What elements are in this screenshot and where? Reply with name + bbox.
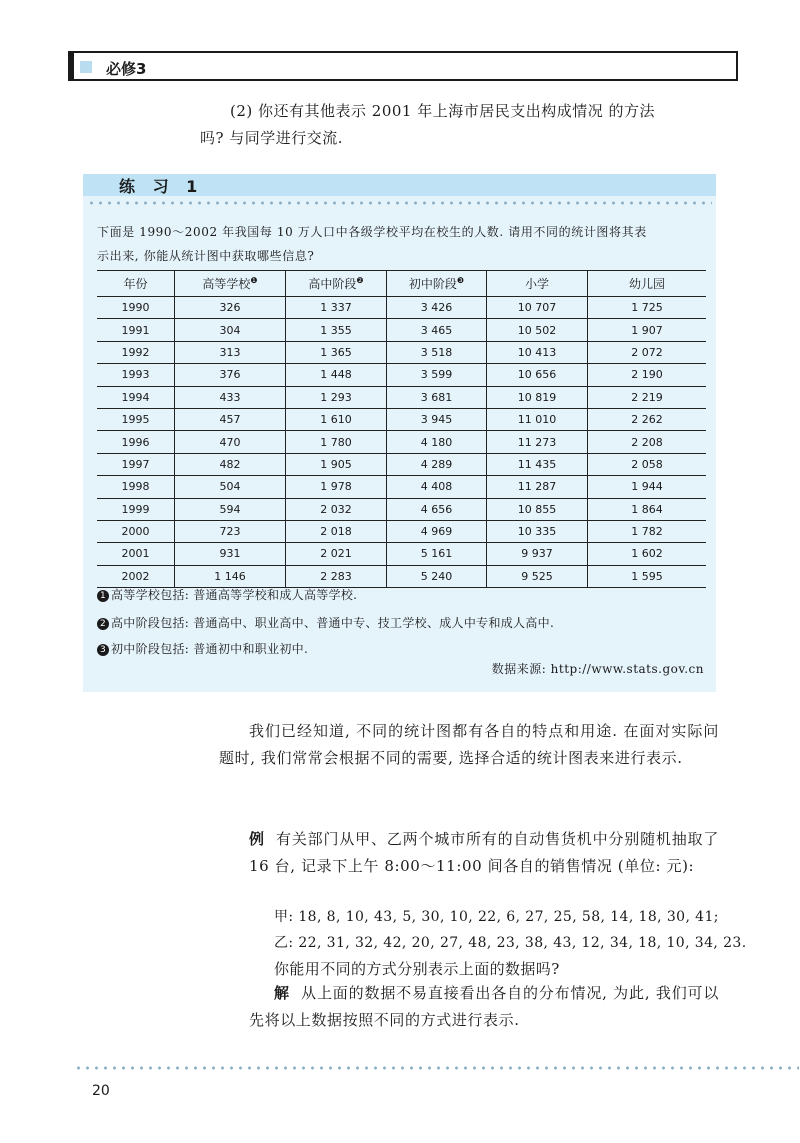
cell-higher-ed: 1 146 <box>175 565 286 587</box>
practice-intro <box>97 220 707 268</box>
cell-primary: 10 707 <box>487 297 588 319</box>
data-source: 数据来源: http://www.stats.gov.cn <box>491 662 704 676</box>
cell-primary: 10 855 <box>487 498 588 520</box>
cell-junior-high: 5 240 <box>387 565 487 587</box>
cell-kindergarten: 2 072 <box>588 341 707 363</box>
cell-junior-high: 4 289 <box>387 453 487 475</box>
cell-junior-high: 4 408 <box>387 476 487 498</box>
cell-year: 1991 <box>97 319 175 341</box>
cell-senior-high: 2 032 <box>286 498 387 520</box>
page-number: 20 <box>92 1083 110 1099</box>
cell-primary: 11 010 <box>487 408 588 430</box>
cell-primary: 11 273 <box>487 431 588 453</box>
footnote-3: 3 初中阶段包括: 普通初中和职业初中. <box>97 640 308 657</box>
cell-senior-high: 1 978 <box>286 476 387 498</box>
table-row <box>97 341 706 363</box>
cell-kindergarten: 1 907 <box>588 319 707 341</box>
header-square-icon <box>80 61 92 73</box>
table-row <box>97 386 706 408</box>
cell-senior-high: 1 610 <box>286 408 387 430</box>
cell-higher-ed: 433 <box>175 386 286 408</box>
cell-junior-high: 3 599 <box>387 364 487 386</box>
cell-kindergarten: 1 864 <box>588 498 707 520</box>
cell-primary: 11 435 <box>487 453 588 475</box>
footnote-mark-2: 2 <box>97 618 109 630</box>
example-question: 你能用不同的方式分别表示上面的数据吗? <box>274 960 560 978</box>
cell-primary: 10 819 <box>487 386 588 408</box>
cell-junior-high: 3 518 <box>387 341 487 363</box>
practice-title-bar <box>83 174 716 196</box>
table-row <box>97 297 706 319</box>
footer-dotted-divider <box>74 1066 799 1070</box>
cell-year: 1999 <box>97 498 175 520</box>
table-row <box>97 476 706 498</box>
cell-senior-high: 1 780 <box>286 431 387 453</box>
cell-primary: 11 287 <box>487 476 588 498</box>
cell-higher-ed: 326 <box>175 297 286 319</box>
table-row <box>97 543 706 565</box>
cell-higher-ed: 313 <box>175 341 286 363</box>
cell-senior-high: 1 448 <box>286 364 387 386</box>
cell-senior-high: 2 018 <box>286 520 387 542</box>
cell-higher-ed: 482 <box>175 453 286 475</box>
cell-kindergarten: 1 725 <box>588 297 707 319</box>
header-junior-high: 初中阶段$^❸$ <box>387 271 487 297</box>
header-primary: 小学 <box>487 271 588 297</box>
cell-primary: 9 937 <box>487 543 588 565</box>
example-text: 有关部门从甲、乙两个城市所有的自动售货机中分别随机抽取了 16 台, 记录下上午 8:00～11:00 间各自的销售情况 (单位: 元): <box>249 830 719 875</box>
table-row <box>97 565 706 587</box>
cell-junior-high: 5 161 <box>387 543 487 565</box>
cell-kindergarten: 2 058 <box>588 453 707 475</box>
practice-intro-line2: 示出来, 你能从统计图中获取哪些信息? <box>97 249 315 263</box>
cell-kindergarten: 2 208 <box>588 431 707 453</box>
cell-junior-high: 4 180 <box>387 431 487 453</box>
table-row <box>97 431 706 453</box>
data-table <box>97 270 706 588</box>
cell-kindergarten: 1 602 <box>588 543 707 565</box>
cell-higher-ed: 931 <box>175 543 286 565</box>
cell-junior-high: 4 656 <box>387 498 487 520</box>
cell-year: 2000 <box>97 520 175 542</box>
cell-senior-high: 1 293 <box>286 386 387 408</box>
cell-kindergarten: 1 782 <box>588 520 707 542</box>
cell-senior-high: 2 021 <box>286 543 387 565</box>
data-yi: 乙: 22, 31, 32, 42, 20, 27, 48, 23, 38, 43, 12, 34, 18, 10, 34, 23. <box>274 935 747 951</box>
cell-primary: 9 525 <box>487 565 588 587</box>
table-header-row <box>97 271 706 297</box>
table-row <box>97 319 706 341</box>
cell-higher-ed: 504 <box>175 476 286 498</box>
table-row <box>97 498 706 520</box>
header-year: 年份 <box>97 271 175 297</box>
intro-question-line2: 吗? 与同学进行交流. <box>200 129 344 147</box>
cell-kindergarten: 1 595 <box>588 565 707 587</box>
cell-primary: 10 413 <box>487 341 588 363</box>
example-label: 例 <box>249 830 265 848</box>
cell-higher-ed: 457 <box>175 408 286 430</box>
table-row <box>97 408 706 430</box>
cell-senior-high: 1 905 <box>286 453 387 475</box>
solution-block <box>249 980 719 1034</box>
intro-question <box>200 98 730 152</box>
header-senior-high: 高中阶段$^❷$ <box>286 271 387 297</box>
table-row <box>97 520 706 542</box>
cell-kindergarten: 2 190 <box>588 364 707 386</box>
cell-year: 1992 <box>97 341 175 363</box>
cell-junior-high: 3 945 <box>387 408 487 430</box>
cell-year: 1998 <box>97 476 175 498</box>
cell-senior-high: 2 283 <box>286 565 387 587</box>
cell-year: 1994 <box>97 386 175 408</box>
footnote-2: 2 高中阶段包括: 普通高中、职业高中、普通中专、技工学校、成人中专和成人高中. <box>97 614 554 631</box>
data-jia: 甲: 18, 8, 10, 43, 5, 30, 10, 22, 6, 27, 25, 58, 14, 18, 30, 41; <box>274 909 719 925</box>
cell-year: 1996 <box>97 431 175 453</box>
table-row <box>97 453 706 475</box>
cell-junior-high: 4 969 <box>387 520 487 542</box>
cell-higher-ed: 376 <box>175 364 286 386</box>
solution-text: 从上面的数据不易直接看出各自的分布情况, 为此, 我们可以先将以上数据按照不同的方式进行表示. <box>249 984 719 1029</box>
table-row <box>97 364 706 386</box>
cell-higher-ed: 304 <box>175 319 286 341</box>
footnote-mark-3: 3 <box>97 644 109 656</box>
solution-label: 解 <box>274 984 290 1002</box>
body-paragraph: 我们已经知道, 不同的统计图都有各自的特点和用途. 在面对实际问题时, 我们常常会根据不同的需要, 选择合适的统计图表来进行表示. <box>219 722 719 767</box>
cell-junior-high: 3 681 <box>387 386 487 408</box>
cell-year: 1997 <box>97 453 175 475</box>
footnote-mark-1: 1 <box>97 590 109 602</box>
chapter-title: 必修3 <box>106 60 147 78</box>
cell-junior-high: 3 426 <box>387 297 487 319</box>
cell-higher-ed: 594 <box>175 498 286 520</box>
cell-kindergarten: 2 219 <box>588 386 707 408</box>
cell-kindergarten: 2 262 <box>588 408 707 430</box>
cell-kindergarten: 1 944 <box>588 476 707 498</box>
example-block <box>249 826 719 880</box>
cell-primary: 10 656 <box>487 364 588 386</box>
footnote-1: 1 高等学校包括: 普通高等学校和成人高等学校. <box>97 586 357 603</box>
practice-box <box>83 174 716 692</box>
cell-senior-high: 1 355 <box>286 319 387 341</box>
cell-higher-ed: 723 <box>175 520 286 542</box>
header-higher-ed: 高等学校$^❶$ <box>175 271 286 297</box>
cell-junior-high: 3 465 <box>387 319 487 341</box>
cell-year: 1995 <box>97 408 175 430</box>
cell-year: 2002 <box>97 565 175 587</box>
cell-primary: 10 335 <box>487 520 588 542</box>
dotted-divider <box>87 201 712 205</box>
header-kindergarten: 幼儿园 <box>588 271 707 297</box>
practice-intro-line1: 下面是 1990～2002 年我国每 10 万人口中各级学校平均在校生的人数. 请用不同的统计图将其表 <box>97 225 647 239</box>
cell-primary: 10 502 <box>487 319 588 341</box>
intro-question-line1: (2) 你还有其他表示 2001 年上海市居民支出构成情况 的方法 <box>230 102 655 120</box>
cell-year: 2001 <box>97 543 175 565</box>
cell-year: 1990 <box>97 297 175 319</box>
cell-senior-high: 1 337 <box>286 297 387 319</box>
cell-higher-ed: 470 <box>175 431 286 453</box>
cell-senior-high: 1 365 <box>286 341 387 363</box>
cell-year: 1993 <box>97 364 175 386</box>
practice-title: 练 习 1 <box>119 177 204 196</box>
chapter-header <box>68 51 738 81</box>
